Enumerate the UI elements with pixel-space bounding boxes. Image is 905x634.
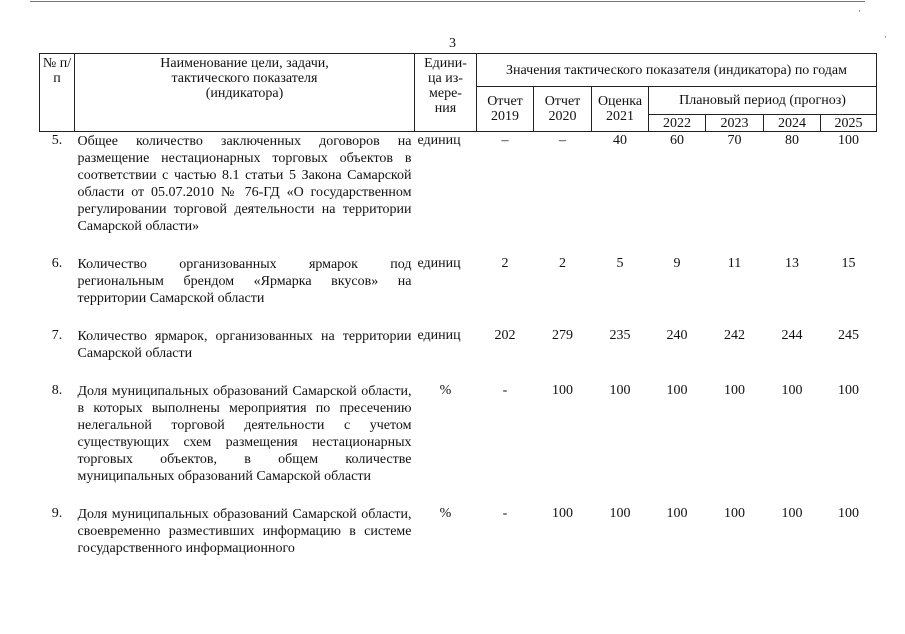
row-unit: единиц xyxy=(417,133,461,148)
row-value: 244 xyxy=(781,328,803,343)
row-num: 7. xyxy=(51,328,63,343)
row-value: 2 xyxy=(501,256,509,271)
row-value: 100 xyxy=(781,383,803,398)
header-name xyxy=(75,54,415,132)
row-num: 8. xyxy=(51,383,63,398)
row-value: – xyxy=(559,133,566,148)
header-year-2025: 2025 xyxy=(821,115,877,132)
row-spacer xyxy=(40,485,877,505)
row-name: Количество ярмарок, организованных на территории Самарской области xyxy=(77,329,412,361)
row-value: 100 xyxy=(838,133,859,148)
row-value: 60 xyxy=(670,133,684,148)
row-value: - xyxy=(502,506,508,521)
table-row xyxy=(40,132,877,236)
header-unit-line: мере- xyxy=(429,86,462,101)
row-value: 100 xyxy=(724,383,745,398)
row-value: 100 xyxy=(609,506,631,521)
row-unit: % xyxy=(439,383,452,398)
row-value: 9 xyxy=(673,256,681,271)
row-value: 5 xyxy=(616,256,624,271)
header-plan-title: Плановый период (прогноз) xyxy=(649,87,877,115)
row-value: 240 xyxy=(666,328,688,343)
row-value: 100 xyxy=(724,506,745,521)
scan-top-border xyxy=(30,1,865,2)
row-name: Общее количество заключенных договоров на размещение нестационарных торговых объектов в соответствии с частью 8.1 статьи 5 Закона Самарской области от 05.07.2010 № 76-ГД «О государственном регулировании торговой деятельности на территории Самарской области» xyxy=(77,134,412,234)
row-value: 80 xyxy=(785,133,799,148)
header-report-2020 xyxy=(534,87,592,132)
row-value: 202 xyxy=(494,328,516,343)
row-value: 13 xyxy=(785,256,799,271)
row-value: 245 xyxy=(838,328,859,343)
header-year-2024: 2024 xyxy=(764,115,821,132)
header-name-line: тактического показателя xyxy=(171,71,318,86)
header-year: 2020 xyxy=(548,109,577,124)
row-unit: единиц xyxy=(417,256,461,271)
scan-speck: · xyxy=(858,6,861,16)
row-name: Количество организованных ярмарок под региональным брендом «Ярмарка вкусов» на территории Самарской области xyxy=(77,257,412,306)
row-value: 15 xyxy=(841,256,856,271)
header-unit-line: Едини- xyxy=(424,56,467,71)
row-value: 242 xyxy=(724,328,745,343)
row-num: 5. xyxy=(51,133,63,148)
table-row xyxy=(40,505,877,557)
row-spacer xyxy=(40,235,877,255)
header-name-line: Наименование цели, задачи, xyxy=(160,56,329,71)
header-year-2023: 2023 xyxy=(706,115,764,132)
row-spacer xyxy=(40,307,877,327)
row-name: Доля муниципальных образований Самарской области, в которых выполнены мероприятия по пресечению нелегальной торговой деятельности с учетом существующих схем размещения нестационарных торговых объектов, в общем количестве муниципальных образований Самарской области xyxy=(77,384,412,484)
table-header xyxy=(40,54,877,132)
header-name-line: (индикатора) xyxy=(205,86,284,101)
header-num: № п/п xyxy=(40,54,75,132)
row-value: 100 xyxy=(838,506,859,521)
row-num: 9. xyxy=(51,506,63,521)
header-report-2019 xyxy=(477,87,534,132)
row-value: 100 xyxy=(666,383,688,398)
row-unit: % xyxy=(439,506,452,521)
row-value: – xyxy=(501,133,509,148)
header-values-title: Значения тактического показателя (индикатора) по годам xyxy=(477,54,877,87)
row-value: 70 xyxy=(727,133,742,148)
table-row xyxy=(40,327,877,362)
row-value: 100 xyxy=(552,383,573,398)
header-year: 2021 xyxy=(606,109,634,124)
table-body xyxy=(40,132,877,558)
scan-speck: · xyxy=(884,32,887,42)
table-row xyxy=(40,255,877,307)
header-report-label: Отчет xyxy=(487,94,523,109)
row-value: 279 xyxy=(552,328,573,343)
row-value: 11 xyxy=(727,256,742,271)
header-year: 2019 xyxy=(491,109,519,124)
header-estimate-label: Оценка xyxy=(597,94,643,109)
row-spacer xyxy=(40,362,877,382)
header-unit-line: ца из- xyxy=(428,71,463,86)
table-row xyxy=(40,382,877,485)
header-estimate-2021 xyxy=(592,87,649,132)
row-value: 100 xyxy=(609,383,631,398)
header-report-label: Отчет xyxy=(544,94,581,109)
row-value: 2 xyxy=(559,256,566,271)
row-value: 100 xyxy=(552,506,573,521)
row-value: 100 xyxy=(666,506,688,521)
header-year-2022: 2022 xyxy=(649,115,706,132)
indicators-table xyxy=(39,53,877,557)
row-value: 100 xyxy=(781,506,803,521)
row-name: Доля муниципальных образований Самарской области, своевременно разместивших информацию в системе государственного информационного xyxy=(77,507,412,556)
row-value: 100 xyxy=(838,383,859,398)
header-unit xyxy=(415,54,477,132)
row-value: 235 xyxy=(609,328,631,343)
row-num: 6. xyxy=(51,256,63,271)
page-number: 3 xyxy=(449,36,456,51)
row-value: - xyxy=(502,383,508,398)
header-unit-line: ния xyxy=(434,101,457,116)
row-value: 40 xyxy=(613,133,627,148)
row-unit: единиц xyxy=(417,328,461,343)
